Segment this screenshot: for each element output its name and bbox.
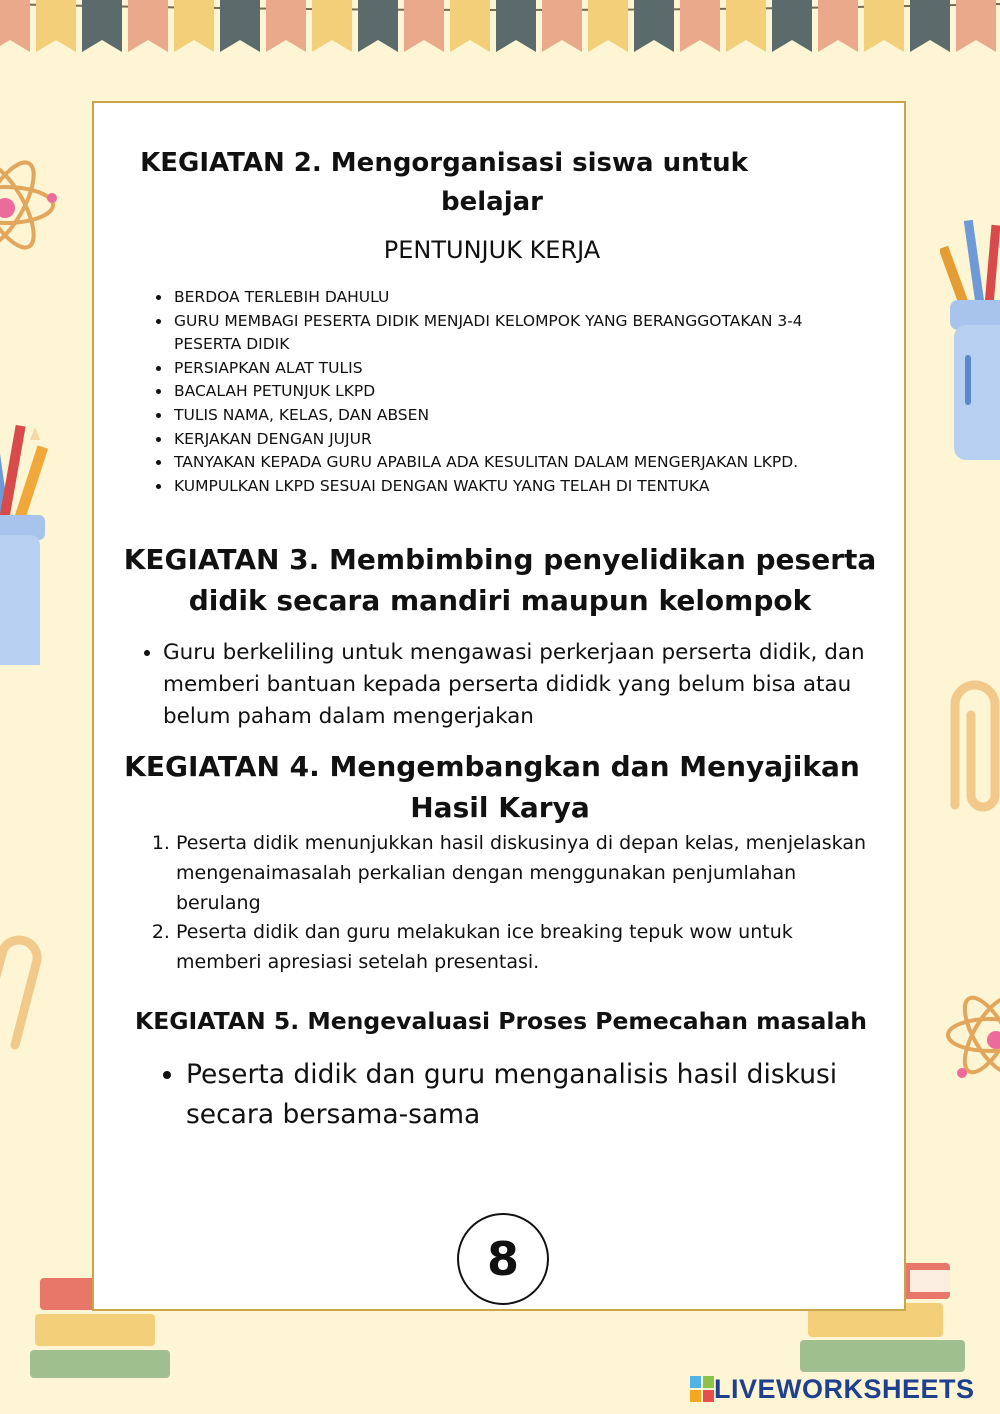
list-item: • TANYAKAN KEPADA GURU APABILA ADA KESULITAN DALAM MENGERJAKAN LKPD. — [172, 451, 852, 475]
bunting-flag — [542, 0, 582, 52]
bunting-flag — [128, 0, 168, 52]
bunting-flag — [220, 0, 260, 52]
list-item: • GURU MEMBAGI PESERTA DIDIK MENJADI KELOMPOK YANG BERANGGOTAKAN 3-4 PESERTA DIDIK — [172, 310, 852, 357]
bunting-flag — [450, 0, 490, 52]
atom-icon-right — [940, 985, 1000, 1085]
bunting-flag — [910, 0, 950, 52]
bunting-flag — [634, 0, 674, 52]
paperclip-icon-left — [0, 910, 50, 1060]
bunting-decoration — [0, 0, 1000, 70]
pencil-cup-left — [0, 415, 65, 665]
kegiatan3-title-line1: KEGIATAN 3. Membimbing penyelidikan peserta — [123, 543, 877, 576]
kegiatan4-list — [154, 829, 876, 978]
kegiatan2-title-line2: belajar — [441, 187, 543, 217]
liveworksheets-wordmark: LIVEWORKSHEETS — [714, 1373, 975, 1404]
bunting-flag — [0, 0, 30, 52]
kegiatan4-title-line2: Hasil Karya — [410, 791, 590, 824]
bunting-flag — [82, 0, 122, 52]
atom-icon-left — [0, 140, 70, 270]
kegiatan3-title-line2: didik secara mandiri maupun kelompok — [188, 584, 812, 617]
list-item: • TULIS NAMA, KELAS, DAN ABSEN — [172, 404, 852, 428]
list-item: • KERJAKAN DENGAN JUJUR — [172, 428, 852, 452]
kegiatan4-title-line1: KEGIATAN 4. Mengembangkan dan Menyajikan — [124, 750, 860, 783]
liveworksheets-brand — [690, 1374, 975, 1404]
list-item: • BERDOA TERLEBIH DAHULU — [172, 286, 852, 310]
bunting-flag — [36, 0, 76, 52]
list-item: 1. Peserta didik menunjukkan hasil diskusinya di depan kelas, menjelaskan mengenaimasalah perkalian dengan menggunakan penjumlahan berulang — [176, 829, 876, 918]
kegiatan5-list — [161, 1055, 866, 1135]
page-number: 8 — [486, 1232, 519, 1286]
kegiatan5-title: KEGIATAN 5. Mengevaluasi Proses Pemecahan masalah — [135, 1007, 867, 1035]
list-item: • Guru berkeliling untuk mengawasi perkerjaan perserta didik, dan memberi bantuan kepada perserta dididk yang belum bisa atau belum paham dalam mengerjakan — [163, 637, 913, 733]
list-item: 2. Peserta didik dan guru melakukan ice breaking tepuk wow untuk memberi apresiasi setelah presentasi. — [176, 918, 876, 978]
bunting-flag — [726, 0, 766, 52]
list-item: • BACALAH PETUNJUK LKPD — [172, 380, 852, 404]
bunting-flag — [818, 0, 858, 52]
bunting-flag — [864, 0, 904, 52]
bunting-flag — [358, 0, 398, 52]
bunting-flag — [404, 0, 444, 52]
paperclip-icon-right — [935, 675, 1000, 825]
content-card — [92, 101, 906, 1311]
bunting-flag — [680, 0, 720, 52]
bunting-flag — [956, 0, 996, 52]
bunting-flag — [266, 0, 306, 52]
kegiatan3-list — [139, 637, 913, 733]
kegiatan2-list — [149, 286, 852, 498]
kegiatan2-title-line1: KEGIATAN 2. Mengorganisasi siswa untuk — [140, 148, 748, 178]
list-item: • KUMPULKAN LKPD SESUAI DENGAN WAKTU YANG TELAH DI TENTUKA — [172, 475, 852, 499]
bunting-flag — [772, 0, 812, 52]
list-item: • Peserta didik dan guru menganalisis hasil diskusi secara bersama-sama — [186, 1055, 866, 1135]
bunting-flag — [496, 0, 536, 52]
liveworksheets-logo-icon — [690, 1376, 714, 1402]
bunting-flag — [312, 0, 352, 52]
pencil-cup-right — [940, 205, 1000, 460]
bunting-flag — [174, 0, 214, 52]
page-number-badge — [457, 1213, 549, 1305]
bunting-flag — [588, 0, 628, 52]
pentunjuk-kerja-subtitle: PENTUNJUK KERJA — [383, 236, 601, 264]
list-item: • PERSIAPKAN ALAT TULIS — [172, 357, 852, 381]
